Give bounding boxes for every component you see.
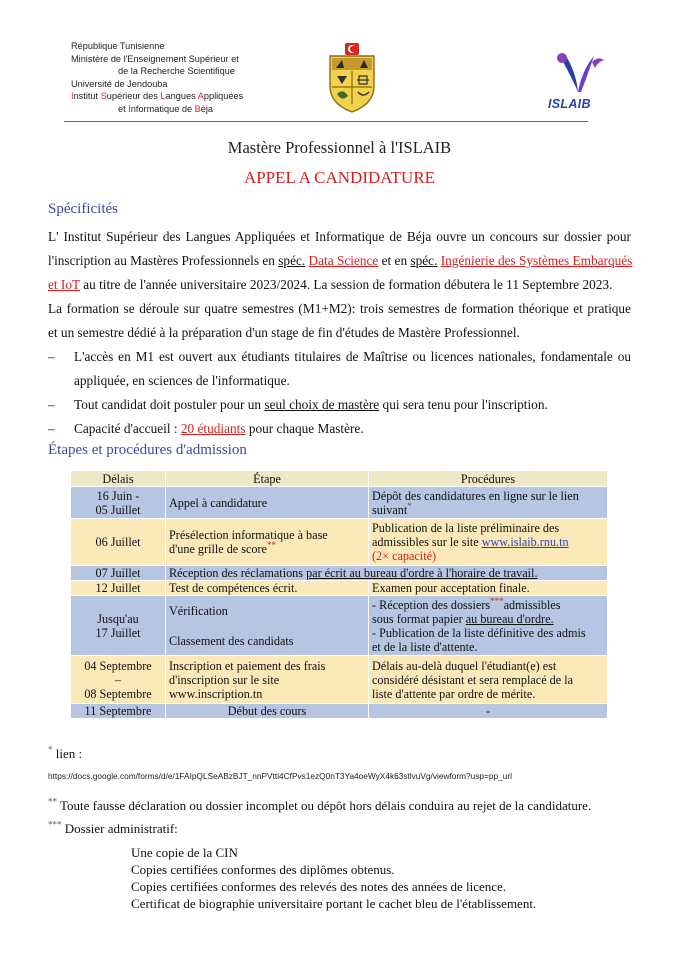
table-cell: 16 Juin - 05 Juillet [71,487,166,519]
embedded-systems-highlight: Ingénierie des Systèmes Embarqués [440,253,633,268]
column-header: Délais [71,471,166,487]
table-cell: Début des cours [166,704,369,719]
para-line: L' Institut Supérieur des Langues Appliquées et Informatique de Béja ouvre un concours sur dossier pour [48,229,631,244]
table-cell: Dépôt des candidatures en ligne sur le lien suivant* [369,487,608,519]
single-choice-note: seul choix de mastère [264,397,380,412]
table-cell: 04 Septembre – 08 Septembre [71,656,166,704]
column-header: Procédures [369,471,608,487]
header-divider [64,121,588,122]
para-line: La formation se déroule sur quatre semestres (M1+M2): trois semestres de formation théorique et pratique [48,301,631,316]
para-line: et IoT au titre de l'année universitaire 2023/2024. La session de formation débutera le 11 Septembre 2023. [48,277,613,292]
list-item: Copies certifiées conformes des relevés des notes des années de licence. [131,879,507,894]
table-cell: - [369,704,608,719]
header-line: Ministère de l'Enseignement Supérieur et [71,53,239,64]
table-row [71,704,608,719]
data-science-highlight: Data Science [308,253,379,268]
list-item: Certificat de biographie universitaire portant le cachet bleu de l'établissement. [131,896,537,911]
section-heading-etapes: Étapes et procédures d'admission [48,442,247,458]
table-cell: Inscription et paiement des frais d'inscription sur le site www.inscription.tn [166,656,369,704]
capacity-highlight: 20 étudiants [180,421,246,436]
bullet-dash: – [48,397,55,412]
table-cell: - Réception des dossiers***admissibles sous format papier au bureau d'ordre. - Publication de la liste définitive des admis et de la liste d'attente. [369,596,608,656]
google-form-url[interactable]: https://docs.google.com/forms/d/e/1FAIpQLSeABzBJT_nnPVtti4CfPvs1ezQ0nT3Ya4oeWyX4k63stlvuVg/viewform?usp=pp_url [48,771,512,781]
start-date: 11 Septembre 2023 [506,277,610,292]
table-cell: 12 Juillet [71,581,166,596]
page-title: Mastère Professionnel à l'ISLAIB [227,138,452,157]
islaib-logo-icon [548,48,608,94]
table-cell: Publication de la liste préliminaire des admissibles sur le site www.islaib.rnu.tn (2× capacité) [369,519,608,566]
footnote-warning: ** Toute fausse déclaration ou dossier incomplet ou dépôt hors délais conduira au rejet de la candidature. [48,796,592,813]
table-cell: 06 Juillet [71,519,166,566]
islaib-website-link[interactable]: www.islaib.rnu.tn [481,535,569,549]
table-cell: Vérification Classement des candidats [166,596,369,656]
institute-name-line2: et Informatique de Béja [118,103,214,114]
section-heading-specificites: Spécificités [48,201,118,217]
para-line: et un semestre dédié à la préparation d'un stage de fin d'études de Mastère Professionnel. [48,325,520,340]
table-header-row [71,471,608,487]
table-cell: Appel à candidature [166,487,369,519]
table-row [71,519,608,566]
header-line: de la Recherche Scientifique [118,66,235,77]
page-subtitle: APPEL A CANDIDATURE [243,168,436,187]
table-row [71,581,608,596]
table-cell: Délais au-delà duquel l'étudiant(e) est considéré désistant et sera remplacé de la liste d'attente par ordre de mérite. [369,656,608,704]
table-cell: 11 Septembre [71,704,166,719]
iot-highlight: et IoT [48,277,80,292]
islaib-logo-text: ISLAIB [548,97,591,111]
table-cell: 07 Juillet [71,566,166,581]
bullet-dash: – [48,349,55,364]
table-row [71,487,608,519]
admission-steps-table [70,470,608,719]
ministry-header [71,40,243,116]
specificites-paragraph [48,225,631,345]
table-cell: Examen pour acceptation finale. [369,581,608,596]
list-item: Une copie de la CIN [131,845,238,860]
footnote-dossier: *** Dossier administratif: [48,819,178,836]
table-cell: Jusqu'au 17 Juillet [71,596,166,656]
bullet-line: appliquée, en sciences de l'informatique. [74,373,290,388]
table-row [71,596,608,656]
table-cell: Réception des réclamations par écrit au bureau d'ordre à l'horaire de travail. [166,566,608,581]
inscription-website[interactable]: www.inscription.tn [169,686,263,701]
list-item: – Tout candidat doit postuler pour un seul choix de mastère qui sera tenu pour l'inscription. [48,393,631,417]
list-item: Copies certifiées conformes des diplômes obtenus. [131,862,395,877]
table-row [71,656,608,704]
table-cell: Test de compétences écrit. [166,581,369,596]
header-line: République Tunisienne [71,41,165,51]
para-line: l'inscription au Mastères Professionnels en spéc. Data Science et en spéc. Ingénierie des Systèmes Embarqués [48,253,633,268]
footnote-link: * lien : [48,744,83,761]
bullet-line: L'accès en M1 est ouvert aux étudiants titulaires de Maîtrise ou licences nationales, fondamentale ou [74,349,631,364]
bullet-dash: – [48,421,55,436]
tunisia-coat-of-arms-icon [325,42,379,114]
table-row [71,566,608,581]
islaib-logo [548,48,608,110]
list-item: – Capacité d'accueil : 20 étudiants pour chaque Mastère. [48,417,631,441]
table-cell: Présélection informatique à base d'une grille de score** [166,519,369,566]
institute-name-line1: Institut Supérieur des Langues Appliquées [71,91,244,102]
column-header: Étape [166,471,369,487]
header-line: Université de Jendouba [71,78,168,89]
list-item [48,345,631,393]
documents-list [131,844,536,912]
